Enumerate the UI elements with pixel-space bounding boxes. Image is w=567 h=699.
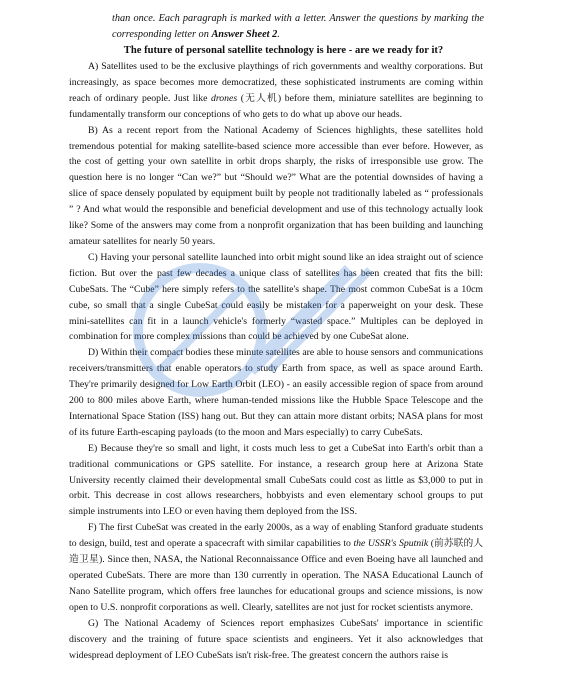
- instructions-line-2-prefix: the corresponding letter on: [112, 13, 485, 40]
- paragraph-a-text: A) Satellites used to be the exclusive playthings of rich governments and wealthy corporations. But increasingly, as space becomes more democratized, these sophisticated instruments are coming within reach of ordinary people. Just like: [69, 61, 483, 104]
- paragraph-a-text-end: (无人机) before them, miniature satellites are beginning to fundamentally transform our conceptions of who gets to do what up above our heads.: [69, 92, 483, 120]
- paragraph-f: [69, 520, 483, 615]
- paragraph-a-italic: drones: [211, 92, 238, 104]
- article-title: The future of personal satellite technology is here - are we ready for it?: [123, 45, 444, 56]
- paragraph-f-italic: the USSR's Sputnik: [353, 538, 429, 550]
- paragraph-a: [69, 59, 483, 123]
- paragraph-c: C) Having your personal satellite launched into orbit might sound like an idea straight out of science fiction. But over the past few decades a unique class of satellites has been created that fits the bill: CubeSats. The “Cube” here simply refers to the satellite's shape. The most common CubeSat is a 10cm cube, so small that a single CubeSat could easily be mistaken for a paperweight on your desk. These mini-satellites can fit in a launch vehicle's formerly “wasted space.” Multiples can be deployed in combination for more complex missions than could be achieved by one CubeSat alone.: [69, 251, 483, 343]
- paragraph-e: E) Because they're so small and light, it costs much less to get a CubeSat into Earth's orbit than a traditional communications or GPS satellite. For instance, a research group here at Arizona State University recently claimed their developmental small CubeSats could cost as little as $3,000 to put in orbit. This decrease in cost allows researchers, hobbyists and even elementary school groups to put simple instruments into LEO or even having them deployed from the ISS.: [69, 442, 483, 518]
- instructions: [112, 11, 484, 43]
- paragraph-g: G) The National Academy of Sciences report emphasizes CubeSats' importance in scientific discovery and the training of future space scientists and engineers. Yet it also acknowledges that widespread deployment of LEO CubeSats isn't risk-free. The greatest concern the authors raise is: [69, 617, 483, 661]
- paragraph-b: B) As a recent report from the National Academy of Sciences highlights, these satellites hold tremendous potential for making satellite-based science more accessible than ever before. However, as the cost of getting your own satellite in orbit drops sharply, the risks of irresponsible use grow. The question here is no longer “Can we?” but “Should we?” What are the potential downsides of having a slice of space densely populated by equipment built by people not traditionally labeled as “ professionals ” ? And what would the responsible and beneficial development and use of this technology actually look like? Some of the answers may come from a nonprofit organization that has been building and launching amateur satellites for nearly 50 years.: [69, 124, 483, 247]
- paragraph-f-text-end: (前苏联的人造卫星). Since then, NASA, the National Reconnaissance Office and even Boeing have all launched and operated CubeSats. There are more than 130 currently in operation. The NASA Educational Launch of Nano Satellite program, which offers free launches for educational groups and science missions, is now open to U.S. nonprofit corporations as well. Clearly, satellites are not just for rocket scientists anymore.: [69, 538, 483, 613]
- article-body: [69, 59, 483, 663]
- paragraph-d: D) Within their compact bodies these minute satellites are able to house sensors and communications receivers/transmitters that enable operators to study Earth from space, as well as space around Earth. They're primarily designed for Low Earth Orbit (LEO) - an easily accessible region of space from around 200 to 800 miles above Earth, where human-tended missions like the Hubble Space Telescope and the International Space Station (ISS) hang out. But they can attain more distant orbits; NASA plans for most of its future Earth-escaping payloads (to the moon and Mars especially) to carry CubeSats.: [69, 347, 483, 438]
- instructions-line-1: than once. Each paragraph is marked with a letter. Answer the questions by marking: [112, 13, 469, 24]
- answer-sheet-label: Answer Sheet 2: [211, 29, 278, 40]
- instructions-line-2-suffix: .: [277, 29, 280, 40]
- paragraph-f-text: F) The first CubeSat was created in the early 2000s, as a way of enabling Stanford graduate students to design, build, test and operate a spacecraft with similar capabilities to: [69, 522, 483, 550]
